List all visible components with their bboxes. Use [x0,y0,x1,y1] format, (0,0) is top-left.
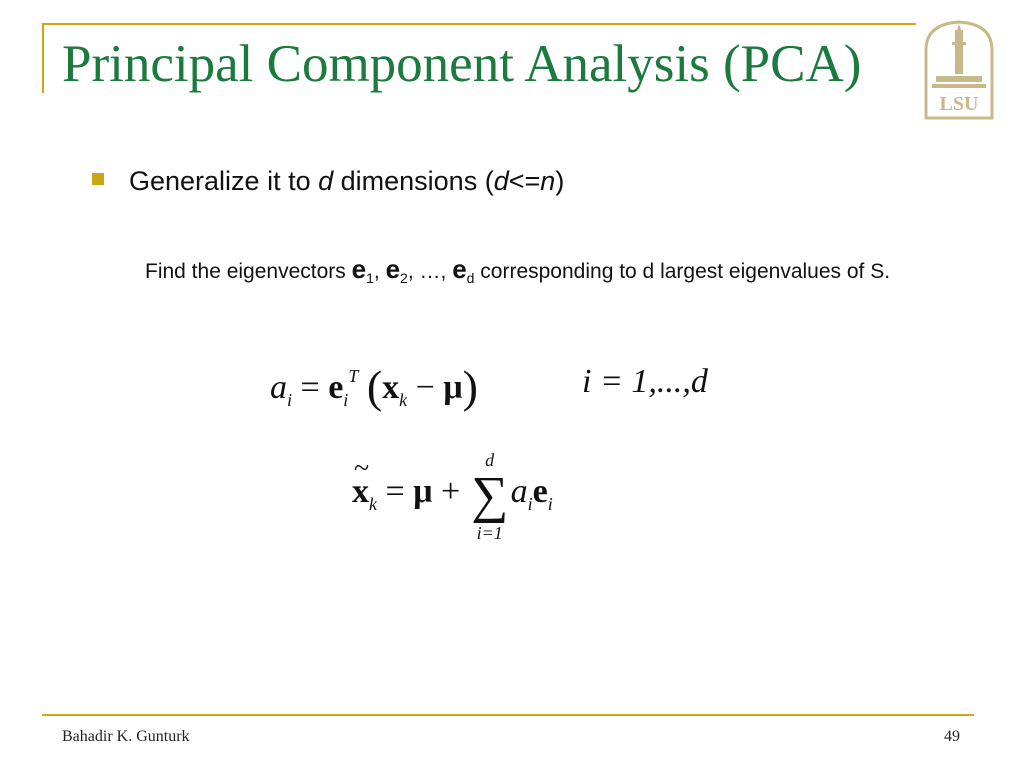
bullet-square-icon [92,173,104,185]
eq1-minus: − [407,369,444,406]
eigenvector-text: Find the eigenvectors $e_1$, $e_2$, …, $e_d$ corresponding to d largest eigenvalues of S. [145,254,891,287]
sub-e2: e [385,254,401,284]
eq3-x-tilde: ~ x [352,473,369,511]
eq1-rparen: ) [462,361,478,412]
page-number: 49 [944,728,960,745]
equation-projection [270,360,478,413]
equation-index-range [582,363,708,401]
bullet-cond-d: d [493,166,509,196]
eq1-e: e [328,369,344,406]
eq1-equals: = [292,369,329,406]
eq3-sum-lower: i=1 [476,523,503,543]
eq3-a: a [510,473,528,510]
bullet-suffix: ) [555,166,565,196]
eq1-x: x [382,369,400,406]
sub-ellipsis: …, [413,260,453,283]
eq3-e-sub: i [547,494,553,514]
sub-ed: e [452,254,467,284]
bullet-generalize [92,165,564,197]
eq1-e-sub: i [343,390,349,410]
sub-e1: e [351,254,367,284]
sub-suffix: corresponding to d largest eigenvalues of S. [474,260,891,283]
footer-divider [42,714,974,716]
eq1-lparen: ( [366,361,383,412]
eq3-sigma: ∑ [471,467,509,524]
bullet-var-d: d [318,166,334,196]
bullet-cond-n: n [540,166,556,196]
sub-e1-index: 1 [366,270,374,287]
svg-text:LSU: LSU [939,93,979,115]
eq1-x-sub: k [399,390,408,410]
lsu-tower-logo-icon [922,20,996,120]
eq1-a-sub: i [287,390,293,410]
equation-reconstruction [352,450,553,543]
title-frame-left-line [42,23,44,93]
eq3-a-sub: i [527,494,533,514]
eq1-mu: μ [443,369,463,406]
eq3-e: e [532,473,548,510]
bullet-cond-op: <= [508,166,541,196]
eq3-plus: + [432,473,469,510]
sub-prefix: Find the eigenvectors [145,260,352,283]
eq3-mu: μ [413,473,433,510]
eq3-x-sub: k [369,494,377,514]
footer-author: Bahadir K. Gunturk [62,728,190,745]
sub-e2-index: 2 [400,270,408,287]
slide-title: Principal Component Analysis (PCA) [62,35,862,93]
bullet-prefix: Generalize it to [129,166,319,196]
bullet-middle: dimensions ( [333,166,494,196]
title-frame-top-line [42,23,916,25]
eq1-transpose: T [348,366,359,386]
eq3-sum-upper: d [485,450,495,470]
eq3-equals: = [377,473,414,510]
sub-ed-index: d [466,270,475,287]
eq3-summation [469,450,511,543]
eq1-a: a [270,369,287,406]
eq2-text: i = 1,...,d [582,363,708,400]
